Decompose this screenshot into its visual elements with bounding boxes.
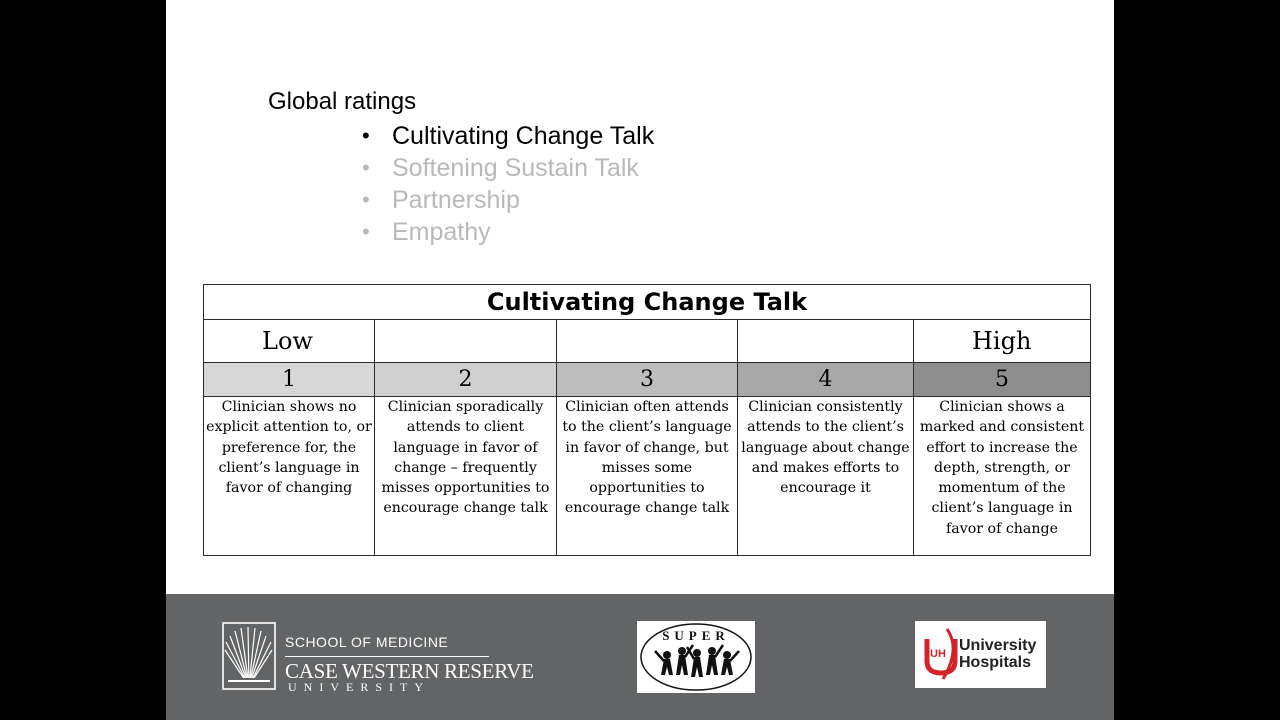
level-description-4: Clinician consistently attends to the client’s language about change and makes efforts to encourage it <box>738 397 914 556</box>
rubric-title: Cultivating Change Talk <box>204 285 1091 320</box>
university-hospitals-logo <box>915 621 1046 688</box>
super-figures-icon <box>637 621 755 693</box>
level-number-4: 4 <box>738 363 914 397</box>
bullet-icon: • <box>362 187 370 212</box>
level-description-1: Clinician shows no explicit attention to, or preference for, the client’s language in favor of changing <box>204 397 375 556</box>
rating-item-cultivating-change-talk <box>362 120 654 152</box>
rating-item-softening-sustain-talk <box>362 152 654 184</box>
level-number-1: 1 <box>204 363 375 397</box>
slide-heading: Global ratings <box>268 88 417 115</box>
cwru-university-label: UNIVERSITY <box>288 680 430 694</box>
level-description-2: Clinician sporadically attends to client language in favor of change – frequently misses opportunities to encourage change talk <box>375 397 557 556</box>
level-description-5: Clinician shows a marked and consistent effort to increase the depth, strength, or momentum of the client’s language in favor of change <box>914 397 1091 556</box>
cwru-divider <box>285 656 489 657</box>
rating-item-label: Cultivating Change Talk <box>392 122 655 150</box>
level-number-5: 5 <box>914 363 1091 397</box>
level-description-3: Clinician often attends to the client’s language in favor of change, but misses some opportunities to encourage change talk <box>557 397 738 556</box>
scale-spacer <box>738 320 914 363</box>
scale-spacer <box>375 320 557 363</box>
cwru-sunburst-icon <box>222 622 276 690</box>
super-logo <box>637 621 755 693</box>
super-label: SUPER <box>662 628 730 643</box>
rating-item-label: Softening Sustain Talk <box>392 154 639 182</box>
rating-item-label: Empathy <box>392 218 491 246</box>
bullet-icon: • <box>362 123 370 148</box>
cwru-school-label: SCHOOL OF MEDICINE <box>285 634 449 650</box>
scale-high-label: High <box>972 327 1032 355</box>
cwru-name: CASE WESTERN RESERVE <box>285 659 534 683</box>
level-number-3: 3 <box>557 363 738 397</box>
scale-spacer <box>557 320 738 363</box>
uh-name-line1: University <box>959 637 1037 654</box>
rating-item-label: Partnership <box>392 186 520 214</box>
rating-list <box>362 120 654 248</box>
level-number-2: 2 <box>375 363 557 397</box>
rubric-table <box>203 284 1091 556</box>
scale-low-cell <box>204 320 375 363</box>
scale-high-cell <box>914 320 1091 363</box>
bullet-icon: • <box>362 219 370 244</box>
uh-name-line2: Hospitals <box>959 654 1032 671</box>
uh-name <box>959 637 1036 671</box>
rating-item-empathy <box>362 216 654 248</box>
scale-low-label: Low <box>262 327 313 355</box>
slide <box>166 0 1114 720</box>
uh-mark: UH <box>930 648 946 660</box>
rating-item-partnership <box>362 184 654 216</box>
slide-footer <box>166 594 1114 720</box>
bullet-icon: • <box>362 155 370 180</box>
uh-emblem-icon <box>921 625 961 685</box>
